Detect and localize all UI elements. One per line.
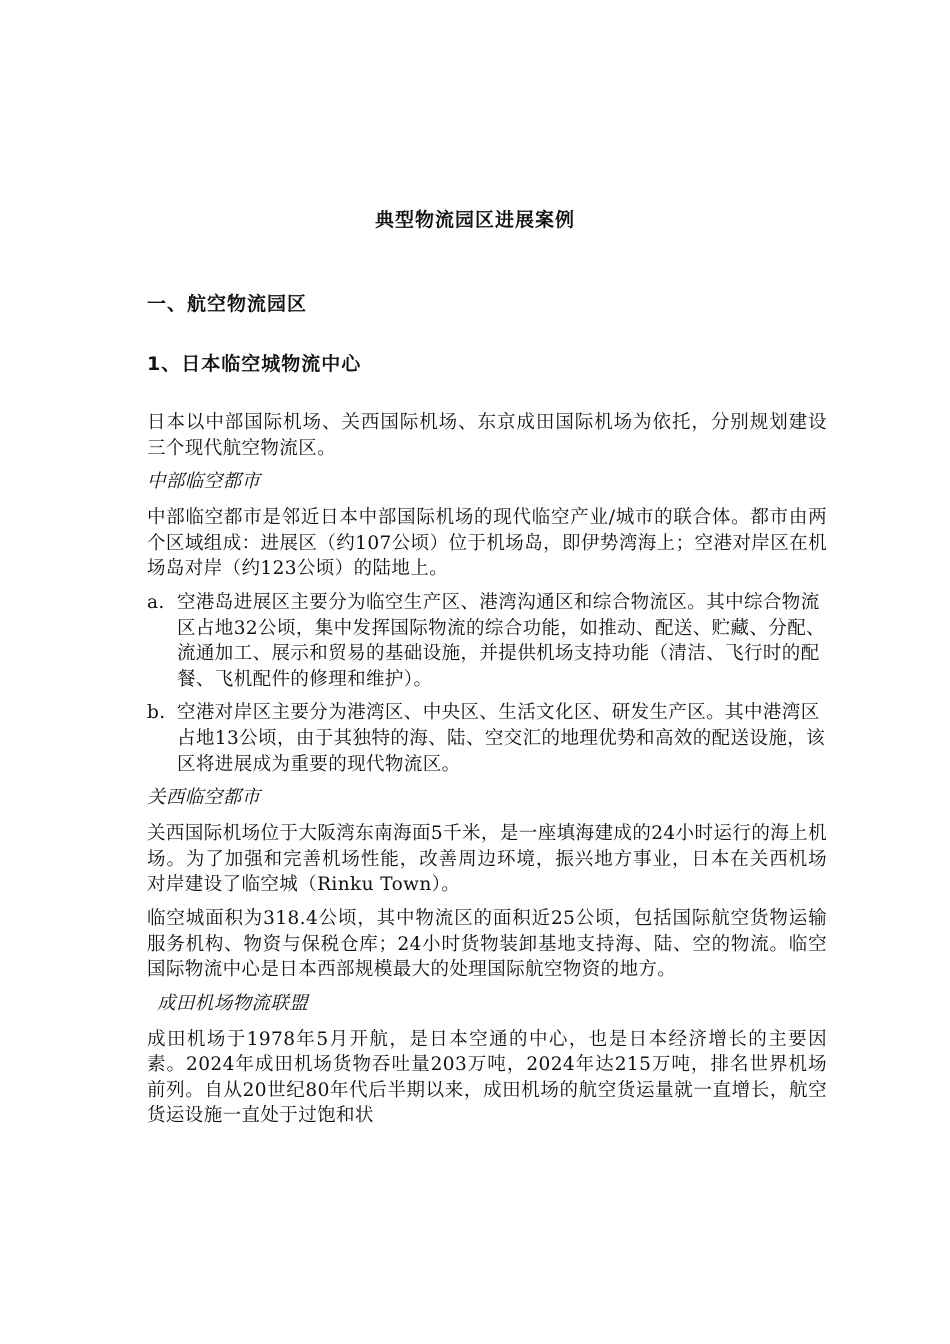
narita-heading: 成田机场物流联盟 (157, 992, 309, 1014)
list-marker: a. (147, 591, 165, 613)
kansai-paragraph-1: 关西国际机场位于大阪湾东南海面5千米，是一座填海建成的24小时运行的海上机场。为了加强和完善机场性能，改善周边环境，振兴地方事业，日本在关西机场对岸建设了临空城（Rinku Town）。 (147, 823, 827, 896)
document-body (147, 410, 827, 1137)
chubu-paragraph: 中部临空都市是邻近日本中部国际机场的现代临空产业/城市的联合体。都市由两个区域组成：进展区（约107公顷）位于机场岛，即伊势湾海上；空港对岸区在机场岛对岸（约123公顷）的陆地上。 (147, 507, 827, 580)
chubu-list-item-b (147, 700, 827, 777)
kansai-heading: 关西临空都市 (147, 787, 261, 809)
kansai-paragraph-2: 临空城面积为318.4公顷，其中物流区的面积近25公顷，包括国际航空货物运输服务机构、物资与保税仓库；24小时货物装卸基地支持海、陆、空的物流。临空国际物流中心是日本西部规模最大的处理国际航空物资的地方。 (147, 907, 827, 981)
chubu-list-item-a (147, 590, 827, 692)
narita-paragraph: 成田机场于1978年5月开航，是日本空通的中心，也是日本经济增长的主要因素。2024年成田机场货物吞吐量203万吨，2024年达215万吨，排名世界机场前列。自从20世纪80年代后半期以来，成田机场的航空货运量就一直增长，航空货运设施一直处于过饱和状 (147, 1028, 827, 1127)
section-heading-air-logistics: 一、航空物流园区 (147, 293, 308, 315)
list-item-text: 空港对岸区主要分为港湾区、中央区、生活文化区、研发生产区。其中港湾区占地13公顷，由于其独特的海、陆、空交汇的地理优势和高效的配送设施，该区将进展成为重要的现代物流区。 (177, 702, 826, 775)
list-marker: b. (147, 702, 166, 724)
document-title: 典型物流园区进展案例 (374, 209, 575, 231)
list-item-text: 空港岛进展区主要分为临空生产区、港湾沟通区和综合物流区。其中综合物流区占地32公顷，集中发挥国际物流的综合功能，如推动、配送、贮藏、分配、流通加工、展示和贸易的基础设施，并提供机场支持功能（清洁、飞行时的配餐、飞机配件的修理和维护）。 (177, 591, 826, 690)
intro-paragraph: 日本以中部国际机场、关西国际机场、东京成田国际机场为依托，分别规划建设三个现代航空物流区。 (147, 412, 827, 459)
chubu-heading: 中部临空都市 (147, 471, 261, 493)
subsection-heading-japan-rinku: 1、日本临空城物流中心 (147, 353, 362, 375)
